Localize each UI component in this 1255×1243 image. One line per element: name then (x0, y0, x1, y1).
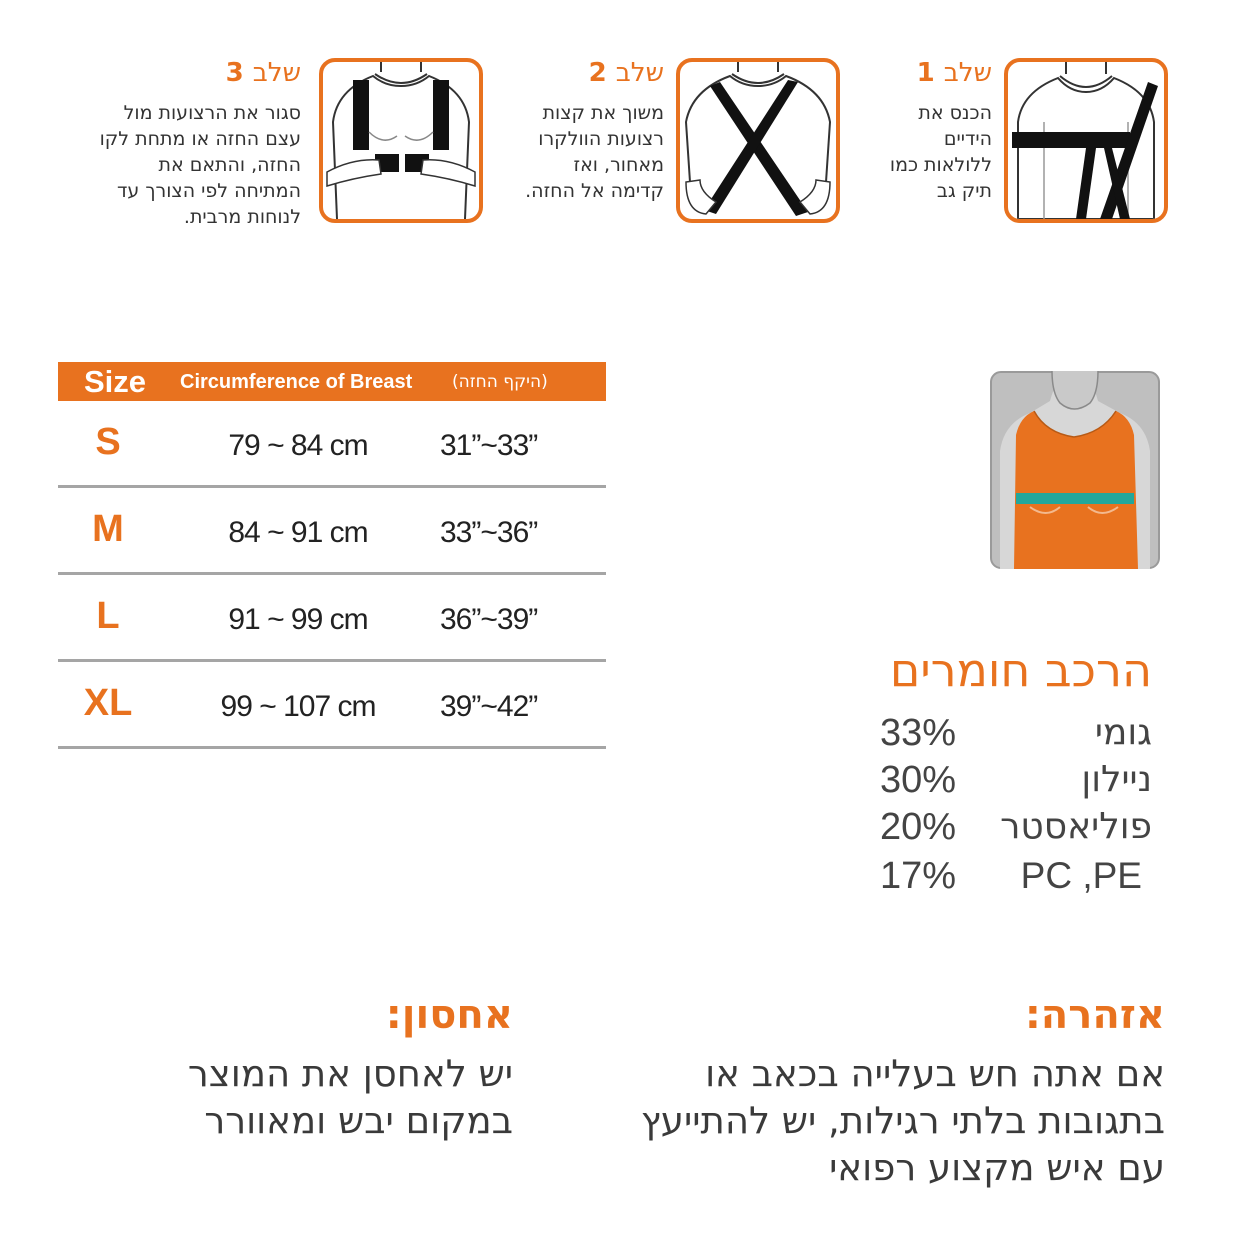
step-3-text: סגור את הרצועות מול עצם החזה או מתחת לקו החזה, והתאם את המתיחה לפי הצורך עד לנוחות מרבית. (99, 102, 301, 228)
step-3-illustration (319, 58, 483, 223)
size-label: XL (83, 682, 133, 724)
size-cm: 84 ~ 91 cm (228, 516, 368, 549)
material-row (880, 712, 1152, 758)
step-1-illustration (1004, 58, 1168, 223)
torso-measure-icon (990, 371, 1160, 569)
step-3-title: שלב 3 (225, 58, 301, 88)
material-percent: 30% (880, 759, 957, 801)
size-table (58, 362, 606, 749)
material-name: PC ,PE (1020, 855, 1142, 896)
size-inch: 36”~39” (440, 603, 538, 636)
size-inch: 33”~36” (440, 516, 538, 549)
step-1-title: שלב 1 (916, 58, 992, 88)
table-row (58, 488, 606, 575)
step-2-text: משוך את קצות רצועות הוולקרו מאחור, ואז קדימה אל החזה. (525, 102, 664, 202)
material-row (880, 855, 1152, 901)
size-inch: 31”~33” (440, 429, 538, 462)
size-cm: 79 ~ 84 cm (228, 429, 368, 462)
size-inch: 39”~42” (440, 690, 538, 723)
size-label: S (95, 421, 121, 463)
step-1-text: הכנס את הידיים ללולאות כמו תיק גב (889, 102, 992, 202)
table-row (58, 575, 606, 662)
header-circumference-hebrew: (היקף החזה) (452, 372, 548, 392)
storage-title: אחסון: (385, 992, 513, 1038)
materials-title: הרכב חומרים (889, 643, 1152, 697)
size-table-header (58, 362, 606, 401)
size-label: M (92, 508, 124, 550)
material-row (880, 806, 1152, 852)
size-cm: 99 ~ 107 cm (220, 690, 376, 723)
warning-text: אם אתה חש בעלייה בכאב או בתגובות בלתי רגילות, יש להתייעץ עם איש מקצוע רפואי (640, 1052, 1165, 1189)
material-percent: 20% (880, 806, 957, 848)
step-2 (500, 58, 840, 223)
step-2-title: שלב 2 (588, 58, 664, 88)
table-row (58, 662, 606, 749)
material-name: פוליאסטר (1000, 806, 1152, 847)
material-name: ניילון (1081, 759, 1152, 800)
step-2-figure-icon (680, 62, 836, 219)
header-size: Size (84, 364, 147, 399)
header-circumference: Circumference of Breast (180, 371, 413, 393)
material-percent: 17% (880, 855, 957, 897)
step-3-figure-icon (323, 62, 479, 219)
material-name: גומי (1094, 712, 1152, 753)
storage-text: יש לאחסן את המוצר במקום יבש ומאוורר (187, 1052, 513, 1142)
step-1-figure-icon (1008, 62, 1164, 219)
size-cm: 91 ~ 99 cm (228, 603, 368, 636)
step-2-illustration (676, 58, 840, 223)
step-1 (865, 58, 1170, 223)
chest-measurement-illustration (990, 371, 1160, 569)
material-percent: 33% (880, 712, 957, 754)
warning-title: אזהרה: (1024, 992, 1165, 1038)
step-3 (55, 58, 485, 228)
table-row (58, 401, 606, 488)
material-row (880, 759, 1152, 805)
size-label: L (96, 595, 120, 637)
